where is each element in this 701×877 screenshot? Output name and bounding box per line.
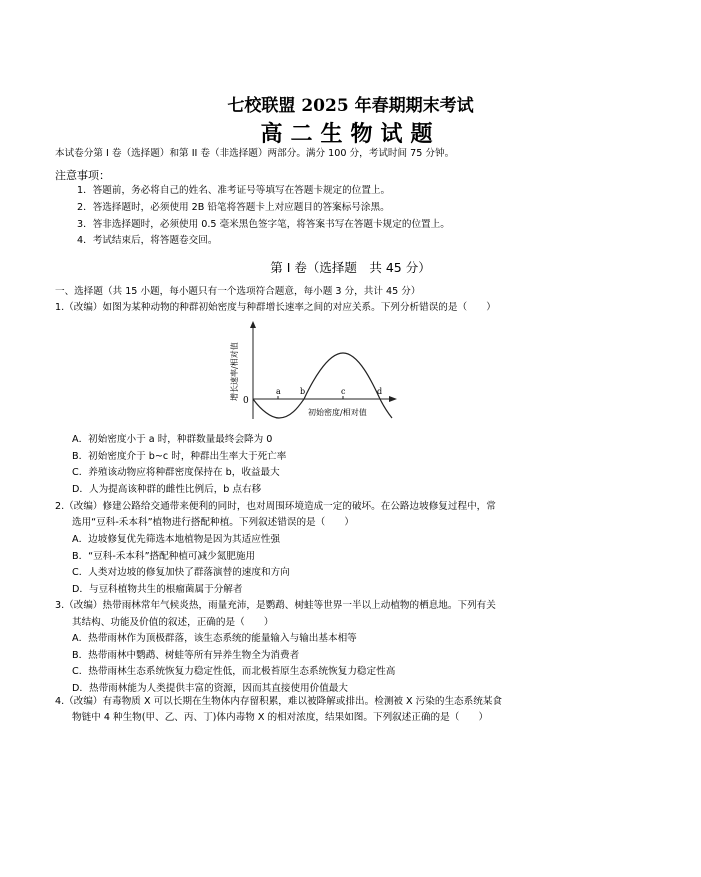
point-label-d: d (377, 387, 383, 396)
section-title: 第 I 卷（选择题 共 45 分） (270, 260, 431, 275)
question-3-option-b: B．热带雨林中鹦鹉、树蛙等所有异养生物全为消费者 (72, 650, 300, 661)
y-axis-arrow (250, 321, 256, 328)
question-2-stem-line1: 2.（改编）修建公路给交通带来便利的同时，也对周围环境造成一定的破坏。在公路边坡修复过程中，常 (55, 501, 496, 512)
notice-title: 注意事项： (55, 169, 110, 182)
point-label-c: c (341, 387, 346, 396)
question-3-option-a: A．热带雨林作为顶极群落，该生态系统的能量输入与输出基本相等 (72, 633, 357, 644)
exam-title: 七校联盟 2025 年春期期末考试 (227, 96, 474, 116)
notice-item: 1．答题前，务必将自己的姓名、准考证号等填写在答题卡规定的位置上。 (77, 185, 391, 196)
question-4-stem-line1: 4.（改编）有毒物质 X 可以长期在生物体内存留积累，难以被降解或排出。检测被 X 污染的生态系统某食 (55, 696, 503, 707)
question-3-option-d: D．热带雨林能为人类提供丰富的资源，因而其直接使用价值最大 (72, 683, 349, 694)
notice-item: 2．答选择题时，必须使用 2B 铅笔将答题卡上对应题目的答案标号涂黑。 (77, 202, 390, 213)
exam-intro: 本试卷分第 I 卷（选择题）和第 II 卷（非选择题）两部分。满分 100 分，考试时间 75 分钟。 (55, 148, 455, 159)
origin-label: 0 (243, 396, 249, 406)
point-label-b: b (300, 387, 306, 396)
question-1-stem: 1.（改编）如图为某种动物的种群初始密度与种群增长速率之间的对应关系。下列分析错误的是（ ） (55, 302, 496, 313)
question-1-option-d: D．人为提高该种群的雌性比例后，b 点右移 (72, 484, 262, 495)
question-1-option-a: A．初始密度小于 a 时，种群数量最终会降为 0 (72, 434, 273, 445)
question-3-stem-line1: 3.（改编）热带雨林常年气候炎热，雨量充沛，是鹦鹉、树蛙等世界一半以上动植物的栖息地。下列有关 (55, 600, 496, 611)
question-3-stem-line2: 其结构、功能及价值的叙述，正确的是（ ） (72, 617, 274, 628)
notice-item: 3．答非选择题时，必须使用 0.5 毫米黑色签字笔，将答案书写在答题卡规定的位置上。 (77, 219, 450, 230)
x-axis-arrow (389, 396, 397, 402)
question-3-option-c: C．热带雨林生态系统恢复力稳定性低，而北极苔原生态系统恢复力稳定性高 (72, 666, 396, 677)
growth-rate-figure (205, 318, 405, 423)
exam-subtitle: 高二生物试题 (260, 122, 441, 147)
question-1-option-b: B．初始密度介于 b~c 时，种群出生率大于死亡率 (72, 451, 287, 462)
section-instruction: 一、选择题（共 15 小题，每小题只有一个选项符合题意，每小题 3 分，共计 45 分） (55, 286, 421, 297)
y-axis-label: 增长速率/相对值 (230, 342, 239, 401)
x-axis-label: 初始密度/相对值 (308, 408, 367, 417)
question-2-option-d: D．与豆科植物共生的根瘤菌属于分解者 (72, 584, 243, 595)
question-4-stem-line2: 物链中 4 种生物(甲、乙、丙、丁)体内毒物 X 的相对浓度，结果如图。下列叙述正确的是（ ） (72, 712, 489, 723)
point-label-a: a (276, 387, 281, 396)
question-2-option-a: A．边坡修复优先筛选本地植物是因为其适应性强 (72, 534, 281, 545)
question-2-option-b: B．“豆科-禾本科”搭配种植可减少氮肥施用 (72, 551, 256, 562)
question-1-option-c: C．养殖该动物应将种群密度保持在 b，收益最大 (72, 467, 280, 478)
question-2-option-c: C．人类对边坡的修复加快了群落演替的速度和方向 (72, 567, 290, 578)
notice-item: 4．考试结束后，将答题卷交回。 (77, 235, 218, 246)
question-2-stem-line2: 选用“豆科-禾本科”植物进行搭配种植。下列叙述错误的是（ ） (72, 517, 355, 528)
